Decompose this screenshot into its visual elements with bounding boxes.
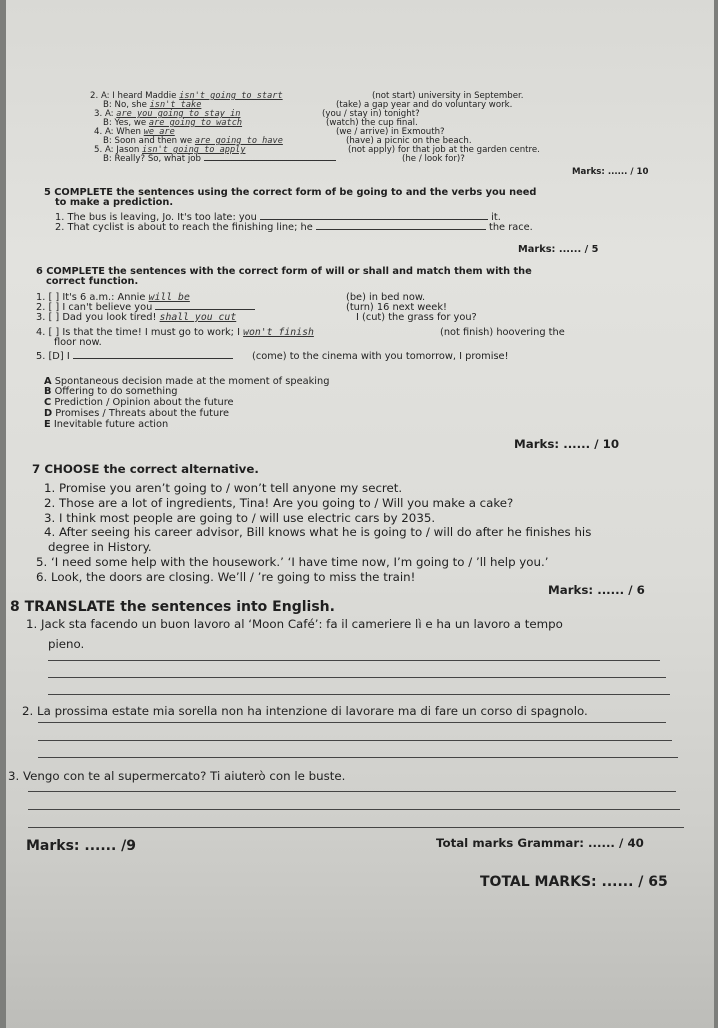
q-num: 4.: [94, 127, 103, 137]
verb-hint: (we / arrive) in Exmouth?: [336, 127, 445, 137]
verb-hint: (you / stay in) tonight?: [322, 109, 420, 119]
function-item: [44, 408, 229, 419]
q-text: I can't believe you: [62, 302, 153, 313]
s7-marks: Marks: ...... / 6: [548, 583, 645, 597]
q-text: That cyclist is about to reach the finishing line; he: [67, 222, 313, 233]
answer-field[interactable]: are you going to stay in: [116, 109, 241, 119]
s6-heading-cont: correct function.: [46, 276, 139, 287]
q-num: 1.: [26, 617, 38, 631]
answer-blank[interactable]: [155, 309, 255, 310]
q-num: 2.: [55, 222, 65, 233]
answer-field[interactable]: won't finish: [243, 327, 314, 338]
s6-q5-line: [36, 351, 233, 362]
answer-blank[interactable]: [316, 229, 486, 230]
match-box[interactable]: [ ]: [48, 312, 60, 323]
s8-q3-line: [8, 769, 345, 783]
q-num: 3.: [94, 109, 103, 119]
q-text: I: [66, 351, 70, 362]
s8-q1-line: [26, 617, 563, 631]
choice-sentence[interactable]: Promise you aren’t going to / won’t tell anyone my secret.: [59, 481, 403, 495]
answer-field[interactable]: isn't going to apply: [142, 145, 246, 155]
s5-q2-line: [55, 222, 533, 233]
q-num: 6.: [36, 570, 48, 584]
q-text: La prossima estate mia sorella non ha intenzione di lavorare ma di fare un corso di spagnolo.: [37, 704, 588, 718]
verb-hint: (not finish) hoovering the: [440, 327, 565, 338]
q-text: It's 6 a.m.: Annie: [62, 292, 146, 303]
answer-field[interactable]: are going to have: [194, 136, 283, 146]
function-letter: B: [44, 386, 52, 397]
q-num: 4.: [44, 525, 56, 539]
answer-field[interactable]: isn't going to start: [179, 91, 283, 101]
q-text: A: When: [104, 127, 141, 137]
q-num: 4.: [36, 327, 46, 338]
choice-sentence[interactable]: Those are a lot of ingredients, Tina! Are you going to / Will you make a cake?: [59, 496, 514, 510]
answer-line[interactable]: [28, 809, 680, 810]
answer-line[interactable]: [48, 660, 660, 661]
q-text: B: No, she: [103, 100, 147, 110]
answer-line[interactable]: [38, 722, 666, 723]
q-num: 1.: [36, 292, 46, 303]
function-text: Inevitable future action: [53, 419, 169, 430]
q-text: Dad you look tired!: [62, 312, 157, 323]
q-text: The bus is leaving, Jo. It's too late: you: [67, 212, 257, 223]
verb-hint: (take) a gap year and do voluntary work.: [336, 100, 513, 110]
function-item: [44, 386, 178, 397]
q-num: 3.: [44, 511, 56, 525]
s7-item: [36, 555, 548, 569]
s6-q4-cont: floor now.: [54, 337, 102, 348]
s6-q3-line: [36, 312, 280, 323]
q-text: B: Really? So, what job: [103, 154, 201, 164]
s8-q1-cont: pieno.: [48, 637, 85, 651]
choice-sentence[interactable]: I think most people are going to / will use electric cars by 2035.: [59, 511, 436, 525]
verb-hint: (turn) 16 next week!: [346, 302, 447, 313]
verb-hint: (not apply) for that job at the garden centre.: [348, 145, 540, 155]
function-letter: C: [44, 397, 52, 408]
function-letter: D: [44, 408, 53, 419]
verb-hint: (he / look for)?: [402, 154, 465, 164]
q-num: 5.: [36, 351, 46, 362]
answer-line[interactable]: [38, 757, 678, 758]
function-text: Promises / Threats about the future: [55, 408, 230, 419]
s8-q2-line: [22, 704, 588, 718]
function-text: Prediction / Opinion about the future: [54, 397, 234, 408]
verb-hint: (come) to the cinema with you tomorrow, I promise!: [252, 351, 509, 362]
q-text: Is that the time! I must go to work; I: [62, 327, 240, 338]
s5-marks: Marks: ...... / 5: [518, 244, 599, 255]
answer-line[interactable]: [38, 740, 672, 741]
match-box[interactable]: [D]: [48, 351, 64, 362]
s4-q5b-line: [103, 154, 336, 164]
s7-heading: 7 CHOOSE the correct alternative.: [32, 462, 259, 476]
overall-total: TOTAL MARKS: ...... / 65: [480, 874, 668, 890]
s8-heading: 8 TRANSLATE the sentences into English.: [10, 599, 335, 615]
answer-blank[interactable]: [73, 358, 233, 359]
choice-sentence[interactable]: ‘I need some help with the housework.’ ‘I have time now, I’m going to / ’ll help you.’: [51, 555, 549, 569]
q-num: 2.: [90, 91, 99, 101]
verb-hint: (watch) the cup final.: [326, 118, 418, 128]
function-letter: E: [44, 419, 51, 430]
function-item: [44, 419, 168, 430]
s7-item: [44, 496, 513, 510]
q-text: B: Soon and then we: [103, 136, 193, 146]
q-text: A: Jason: [104, 145, 140, 155]
q-end: the race.: [489, 222, 533, 233]
match-box[interactable]: [ ]: [48, 292, 60, 303]
q-end: it.: [491, 212, 501, 223]
s7-item-cont: [48, 540, 152, 554]
verb-hint: (have) a picnic on the beach.: [346, 136, 472, 146]
q-num: 2.: [36, 302, 46, 313]
q-num: 2.: [22, 704, 34, 718]
verb-hint: (be) in bed now.: [346, 292, 426, 303]
answer-blank[interactable]: [204, 160, 336, 161]
answer-field[interactable]: are going to watch: [148, 118, 243, 128]
q-text: A: I heard Maddie: [100, 91, 177, 101]
function-letter: A: [44, 376, 52, 387]
answer-line[interactable]: [28, 791, 676, 792]
answer-field[interactable]: will be: [148, 292, 190, 303]
answer-line[interactable]: [48, 694, 670, 695]
q-num: 1.: [55, 212, 65, 223]
s4-marks: Marks: ...... / 10: [572, 167, 649, 177]
grammar-total: Total marks Grammar: ...... / 40: [436, 836, 644, 850]
s8-marks: Marks: ...... /9: [26, 838, 137, 854]
choice-sentence[interactable]: Look, the doors are closing. We’ll / ’re going to miss the train!: [51, 570, 416, 584]
s7-item: [44, 525, 591, 539]
match-box[interactable]: [ ]: [48, 327, 60, 338]
q-num: 5.: [36, 555, 48, 569]
answer-line[interactable]: [28, 827, 684, 828]
q-num: 1.: [44, 481, 56, 495]
q-text-cont: degree in History.: [48, 540, 152, 554]
q-text: Jack sta facendo un buon lavoro al ‘Moon Café’: fa il cameriere lì e ha un lavoro a tempo: [41, 617, 563, 631]
answer-field[interactable]: isn't take: [149, 100, 202, 110]
match-box[interactable]: [ ]: [48, 302, 60, 313]
s7-item: [36, 570, 415, 584]
verb-hint: (not start) university in September.: [372, 91, 524, 101]
s7-item: [44, 511, 435, 525]
worksheet-page: [6, 0, 714, 1028]
q-text: Vengo con te al supermercato? Ti aiuterò con le buste.: [23, 769, 346, 783]
function-text: Spontaneous decision made at the moment of speaking: [54, 376, 330, 387]
q-text: B: Yes, we: [103, 118, 147, 128]
s7-item: [44, 481, 402, 495]
s6-heading: 6 COMPLETE the sentences with the correct form of will or shall and match them with the: [36, 266, 532, 277]
function-item: [44, 397, 234, 408]
answer-line[interactable]: [48, 677, 666, 678]
q-num: 3.: [36, 312, 46, 323]
verb-hint: I (cut) the grass for you?: [356, 312, 477, 323]
choice-sentence[interactable]: After seeing his career advisor, Bill knows what he is going to / will do after he finishes his: [59, 525, 592, 539]
q-num: 5.: [94, 145, 103, 155]
answer-field[interactable]: we are: [143, 127, 175, 137]
answer-blank[interactable]: [260, 219, 488, 220]
s6-marks: Marks: ...... / 10: [514, 437, 620, 451]
q-num: 2.: [44, 496, 56, 510]
q-text: A:: [104, 109, 114, 119]
s5-heading-cont: to make a prediction.: [55, 197, 174, 208]
q-num: 3.: [8, 769, 20, 783]
function-text: Offering to do something: [54, 386, 178, 397]
answer-field[interactable]: shall you cut: [159, 312, 237, 323]
s5-heading: 5 COMPLETE the sentences using the correct form of be going to and the verbs you need: [44, 187, 537, 198]
